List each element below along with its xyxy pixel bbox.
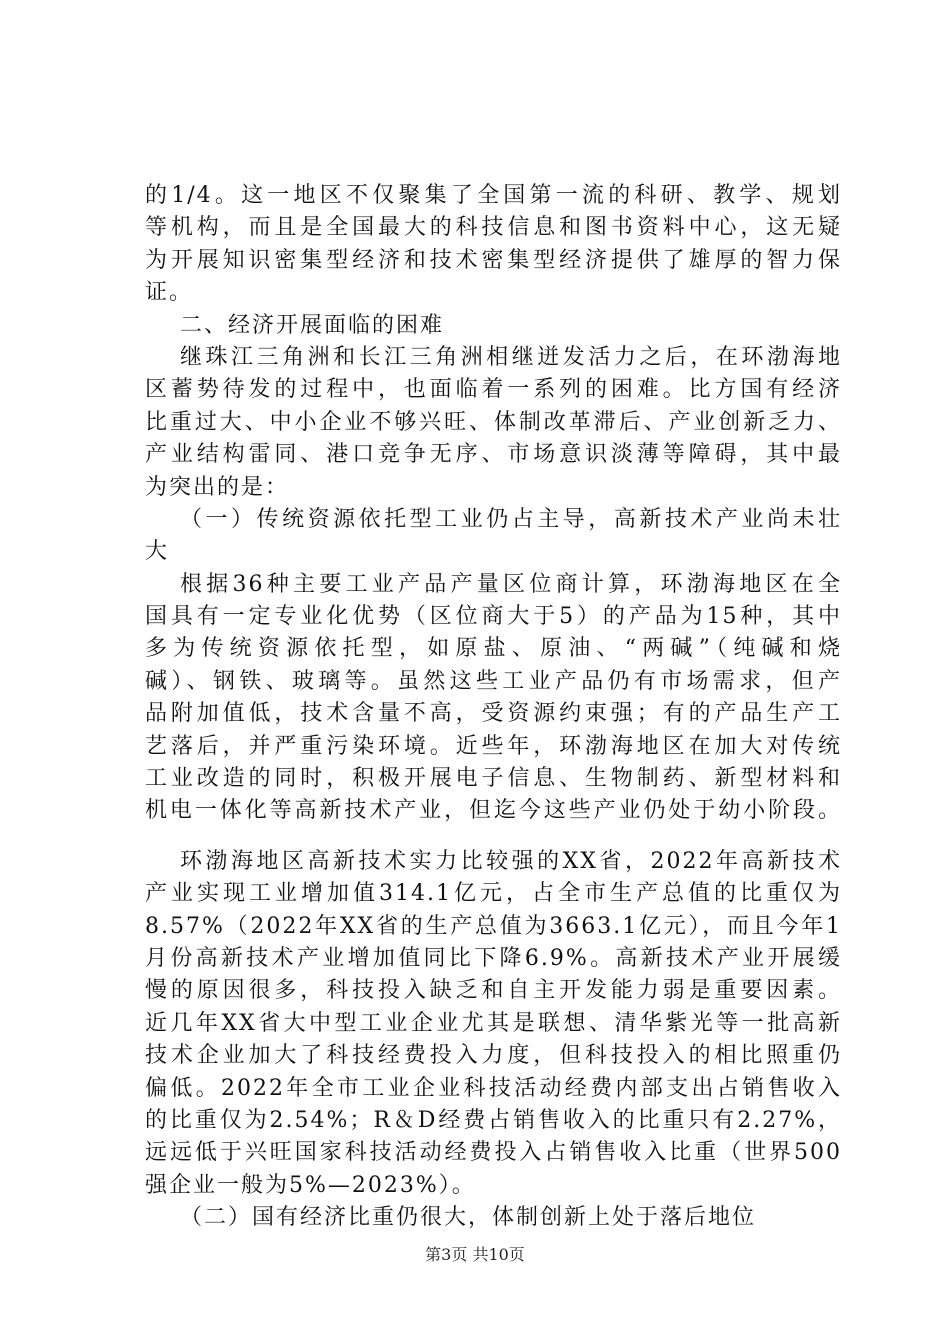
text-line: 的比重仅为2.54%；R＆D经费占销售收入的比重只有2.27%， <box>145 1107 842 1133</box>
text-line: 二、经济开展面临的困难 <box>180 312 445 338</box>
text-line: 环渤海地区高新技术实力比较强的XX省，2022年高新技术 <box>180 848 842 874</box>
text-line: 强企业一般为5%—2023%）。 <box>145 1172 476 1198</box>
text-block-1 <box>145 180 842 828</box>
text-line: 多为传统资源依托型，如原盐、原油、“两碱”（纯碱和烧 <box>145 636 842 662</box>
text-line: 技术企业加大了科技经费投入力度，但科技投入的相比照重仍 <box>145 1043 842 1069</box>
text-block-2 <box>145 846 842 1235</box>
text-line: 国具有一定专业化优势（区位商大于5）的产品为15种，其中 <box>145 604 842 630</box>
text-line: 碱）、钢铁、玻璃等。虽然这些工业产品仍有市场需求，但产 <box>145 668 842 694</box>
text-line: 的1/4。这一地区不仅聚集了全国第一流的科研、教学、规划 <box>145 183 842 208</box>
text-line: 远远低于兴旺国家科技活动经费投入占销售收入比重（世界500 <box>145 1140 842 1166</box>
text-line: 慢的原因很多，科技投入缺乏和自主开发能力弱是重要因素。 <box>145 978 842 1004</box>
text-line: 产业实现工业增加值314.1亿元，占全市生产总值的比重仅为 <box>145 881 842 907</box>
text-line: 产业结构雷同、港口竞争无序、市场意识淡薄等障碍，其中最 <box>145 442 842 468</box>
text-line: 等机构，而且是全国最大的科技信息和图书资料中心，这无疑 <box>145 215 842 241</box>
text-line: 大 <box>145 539 170 565</box>
text-line: （二）国有经济比重仍很大，体制创新上处于落后地位 <box>180 1205 757 1231</box>
text-line: 艺落后，并严重污染环境。近些年，环渤海地区在加大对传统 <box>145 733 842 759</box>
text-line: 为突出的是： <box>145 474 290 500</box>
document-page <box>145 180 842 1235</box>
text-line: 工业改造的同时，积极开展电子信息、生物制药、新型材料和 <box>145 766 842 792</box>
text-line: 机电一体化等高新技术产业，但迄今这些产业仍处于幼小阶段。 <box>145 798 842 824</box>
text-line: （一）传统资源依托型工业仍占主导，高新技术产业尚未壮 <box>180 506 842 532</box>
page-footer: 第3页 共10页 <box>425 1245 525 1264</box>
text-line: 8.57%（2022年XX省的生产总值为3663.1亿元），而且今年1 <box>145 913 842 939</box>
text-line: 根据36种主要工业产品产量区位商计算，环渤海地区在全 <box>180 571 842 597</box>
text-line: 比重过大、中小企业不够兴旺、体制改革滞后、产业创新乏力、 <box>145 409 842 435</box>
text-line: 近几年XX省大中型工业企业尤其是联想、清华紫光等一批高新 <box>145 1010 842 1036</box>
text-line: 月份高新技术产业增加值同比下降6.9%。高新技术产业开展缓 <box>145 945 842 971</box>
text-line: 证。 <box>145 280 194 306</box>
text-line: 品附加值低，技术含量不高，受资源约束强；有的产品生产工 <box>145 701 842 727</box>
text-line: 继珠江三角洲和长江三角洲相继迸发活力之后，在环渤海地 <box>180 344 842 370</box>
text-line: 区蓄势待发的过程中，也面临着一系列的困难。比方国有经济 <box>145 377 842 403</box>
text-line: 偏低。2022年全市工业企业科技活动经费内部支出占销售收入 <box>145 1075 842 1101</box>
paragraph-gap <box>145 828 842 846</box>
text-line: 为开展知识密集型经济和技术密集型经济提供了雄厚的智力保 <box>145 247 842 273</box>
